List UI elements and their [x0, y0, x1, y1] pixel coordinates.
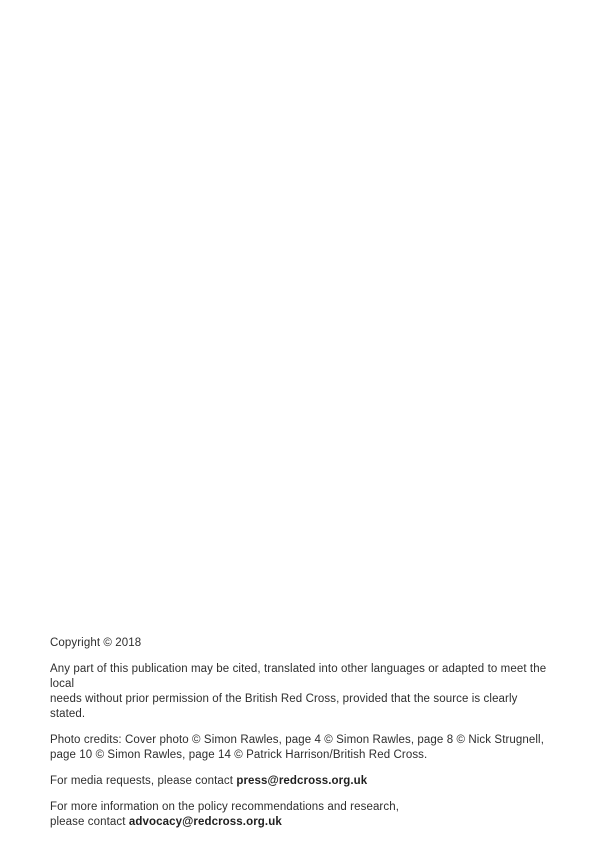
photo-credits-line-2: page 10 © Simon Rawles, page 14 © Patrick Harrison/British Red Cross. [50, 749, 428, 761]
advocacy-line-2 [50, 815, 550, 830]
colophon-text-block [50, 636, 550, 841]
photo-credits-paragraph [50, 733, 550, 763]
advocacy-line-1: For more information on the policy recommendations and research, [50, 801, 400, 813]
advocacy-contact-text: please contact [50, 816, 129, 828]
advocacy-email: advocacy@redcross.org.uk [128, 816, 282, 828]
permission-paragraph [50, 662, 550, 722]
copyright-line: Copyright © 2018 [50, 637, 142, 649]
photo-credits-line-1: Photo credits: Cover photo © Simon Rawles, page 4 © Simon Rawles, page 8 © Nick Strugnell, [50, 734, 545, 746]
permission-line-1: Any part of this publication may be cited, translated into other languages or adapted to meet the local [50, 663, 547, 690]
permission-line-2: needs without prior permission of the British Red Cross, provided that the source is clearly stated. [50, 693, 518, 720]
media-requests-paragraph [50, 774, 550, 789]
advocacy-paragraph [50, 800, 550, 830]
media-requests-text: For media requests, please contact [50, 775, 237, 787]
press-email: press@redcross.org.uk [236, 775, 368, 787]
